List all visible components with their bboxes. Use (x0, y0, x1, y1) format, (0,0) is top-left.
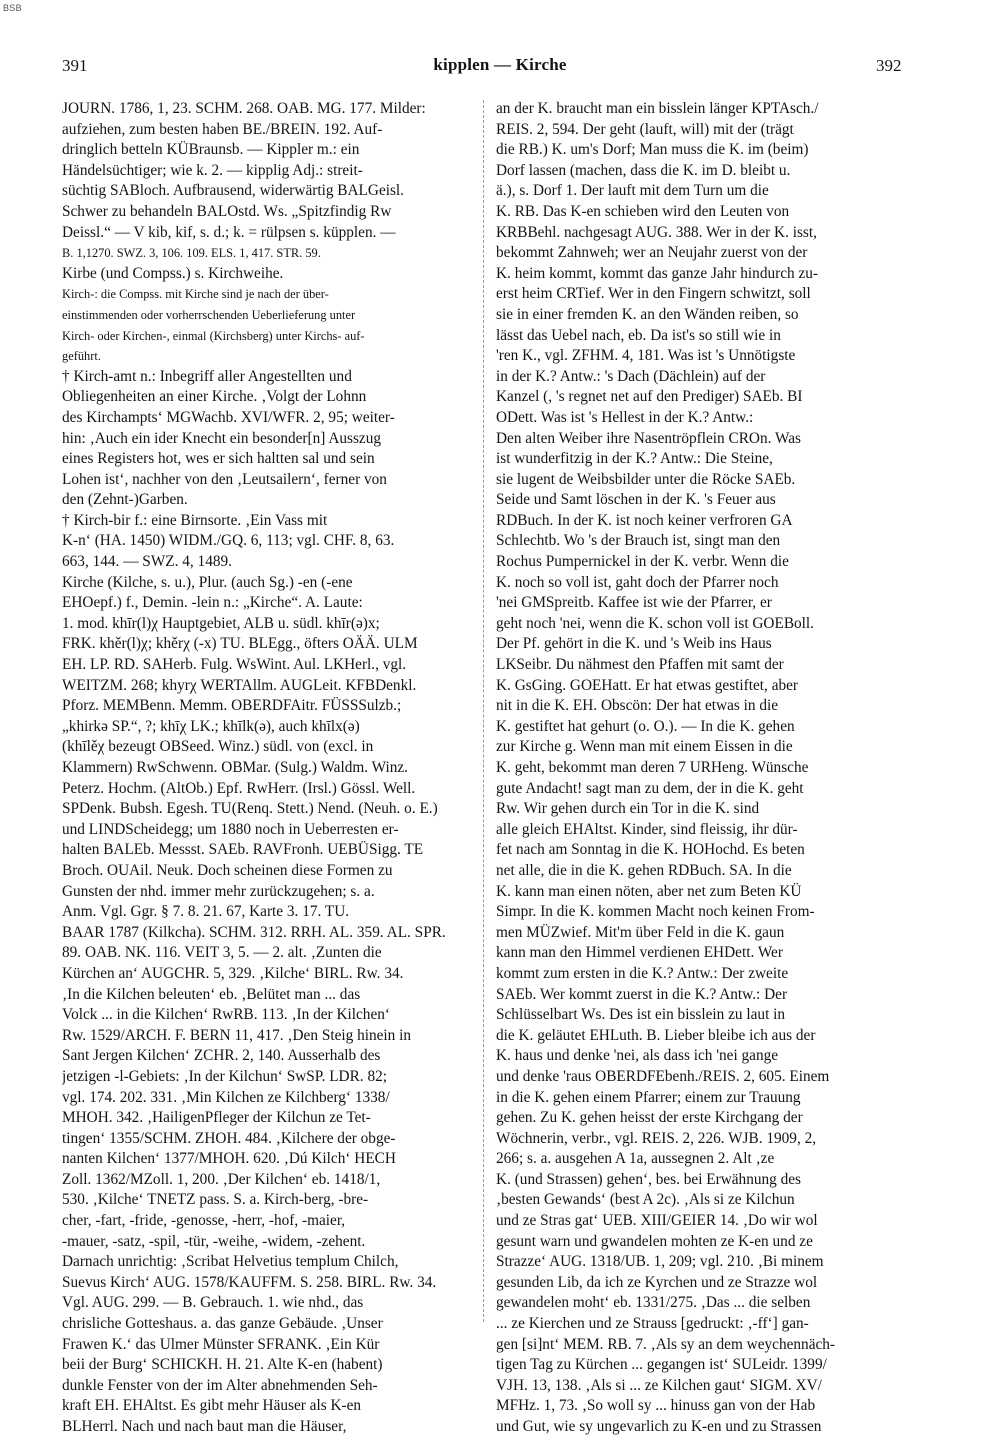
text-line: einstimmenden oder vorherrschenden Ueberlieferung unter (62, 307, 356, 322)
text-line: Sant Jergen Kilchen‘ ZCHR. 2, 140. Ausserhalb des (62, 1047, 381, 1065)
text-line: Suevus Kirch‘ AUG. 1578/KAUFFM. S. 258. BIRL. Rw. 34. (62, 1273, 437, 1291)
text-line: K. geht, bekommt man deren 7 URHeng. Wünsche (496, 759, 809, 776)
text-line: und denke 'raus OBERDFEbenh./REIS. 2, 605. Einem (496, 1067, 830, 1085)
text-line: nanten Kilchen‘ 1377/MHOH. 620. ‚Dú Kilch‘ HECH (62, 1150, 396, 1168)
text-line: Pforz. MEMBenn. Memm. OBERDFAitr. FÜSSSulzb.; (62, 697, 402, 715)
page-number-right: 392 (876, 56, 902, 75)
running-head: kipplen — Kirche (433, 55, 567, 74)
text-line: ist wunderfitzig in der K.? Antw.: Die Steine, (496, 450, 773, 468)
text-line: in der K.? Antw.: 's Dach (Dächlein) auf der (496, 367, 766, 385)
text-line: Schlüsselbart Ws. Des ist ein bisslein zu laut in (496, 1006, 786, 1024)
text-line: (khīlěχ bezeugt OBSeed. Winz.) südl. von (excl. in (62, 738, 374, 756)
text-line: geht noch 'nei, wenn die K. schon voll ist GOEBoll. (496, 614, 815, 632)
text-line: aufziehen, zum besten haben BE./BREIN. 192. Auf- (62, 120, 383, 138)
text-line: Deissl.“ — V kib, kif, s. d.; k. = rülpsen s. küpplen. — (62, 223, 396, 241)
text-line: gewandelen moht‘ eb. 1331/275. ‚Das ... die selben (496, 1294, 811, 1312)
text-line: zur Kirche g. Wenn man mit einem Eissen in die (496, 738, 793, 756)
column-divider (483, 100, 484, 1322)
text-line: alle gleich EHAltst. Kinder, sind fleissig, ihr dür- (496, 820, 798, 838)
text-line: halten BALEb. Messst. SAEb. RAVFronh. UEBÜSigg. TE (62, 841, 424, 859)
text-line: den (Zehnt-)Garben. (62, 491, 188, 509)
text-line: und ze Stras gat‘ UEB. XIII/GEIER 14. ‚Do wir wol (496, 1212, 818, 1230)
text-line: ä.), s. Dorf 1. Der lauft mit dem Turn um die (496, 182, 769, 200)
text-line: beii der Burg‘ SCHICKH. H. 21. Alte K-en (habent) (62, 1356, 383, 1374)
text-line: Kürchen an‘ AUGCHR. 5, 329. ‚Kilche‘ BIRL. Rw. 34. (62, 964, 404, 982)
text-line: gen [si]nt‘ MEM. RB. 7. ‚Als sy an dem weychennäch- (496, 1335, 836, 1353)
text-line: nit in die K. EH. Obscön: Der hat etwas in die (496, 697, 779, 715)
text-line: tingen‘ 1355/SCHM. ZHOH. 484. ‚Kilchere der obge- (62, 1129, 396, 1147)
text-line: EH. LP. RD. SAHerb. Fulg. WsWint. Aul. LKHerl., vgl. (62, 656, 407, 674)
text-line: Gunsten der nhd. immer mehr zurückzugehen; s. a. (62, 882, 375, 900)
text-line: net alle, die in die K. gehen RDBuch. SA. In die (496, 861, 792, 879)
text-line: † Kirch-bir f.: eine Birnsorte. ‚Ein Vass mit (62, 511, 328, 529)
text-line: kommt zum ersten in die K.? Antw.: Der zweite (496, 964, 789, 982)
text-line: † Kirch-amt n.: Inbegriff aller Angestellten und (62, 367, 352, 385)
text-line: sie lugent de Weibsbilder unter die Röcke SAEb. (496, 470, 796, 488)
text-line: sie in einer fremden K. an den Wänden reiben, so (496, 305, 799, 323)
text-line: K. gestiftet hat gehurt (o. O.). — In die K. gehen (496, 717, 795, 735)
text-line: des Kirchampts‘ MGWachb. XVI/WFR. 2, 95; weiter- (62, 408, 395, 426)
text-line: geführt. (62, 349, 101, 364)
text-line: REIS. 2, 594. Der geht (lauft, will) mit der (trägt (496, 120, 794, 138)
text-line: Strazze‘ AUG. 1318/UB. 1, 209; vgl. 210. ‚Bi minem (496, 1253, 824, 1271)
text-line: 'ren K., vgl. ZFHM. 4, 181. Was ist 's Unnötigste (496, 347, 796, 365)
text-line: tigen Tag zu Kürchen ... gegangen ist‘ SULeidr. 1399/ (496, 1356, 827, 1374)
text-line: gesunden Lib, da ich ze Kyrchen und ze Strazze wol (496, 1273, 818, 1291)
text-line: Seide und Samt löschen in der K. 's Feuer aus (496, 491, 776, 509)
text-line: jetzigen -l-Gebiets: ‚In der Kilchun‘ SwSP. LDR. 82; (62, 1067, 388, 1085)
text-line: 663, 144. — SWZ. 4, 1489. (62, 553, 232, 571)
text-line: K. GsGing. GOEHatt. Er hat etwas gestiftet, aber (496, 676, 799, 694)
text-line: chrisliche Gotteshaus. a. das ganze Gebäude. ‚Unser (62, 1315, 383, 1333)
text-line: und Gut, wie sy ungevarlich zu K-en und zu Strassen (496, 1418, 822, 1435)
text-line: Anm. Vgl. Ggr. § 7. 8. 21. 67, Karte 3. 17. TU. (62, 903, 350, 921)
text-line: Zoll. 1362/MZoll. 1, 200. ‚Der Kilchen‘ eb. 1418/1, (62, 1170, 381, 1188)
text-line: hin: ‚Auch ein ider Knecht ein besonder[n] Ausszug (62, 429, 382, 447)
text-line: ODett. Was ist 's Hellest in der K.? Antw.: (496, 408, 754, 426)
text-line: RDBuch. In der K. ist noch keiner verfroren GA (496, 511, 793, 529)
text-line: vgl. 174. 202. 331. ‚Min Kilchen ze Kilchberg‘ 1338/ (62, 1088, 390, 1106)
text-line: JOURN. 1786, 1, 23. SCHM. 268. OAB. MG. 177. Milder: (62, 100, 426, 117)
text-line: FRK. khěr(l)χ; khěrχ (-x) TU. BLEgg., öfters OÄÄ. ULM (62, 635, 418, 653)
text-line: Frawen K.‘ das Ulmer Münster SFRANK. ‚Ein Kür (62, 1335, 380, 1353)
text-line: Broch. OUAil. Neuk. Doch scheinen diese Formen zu (62, 861, 393, 879)
text-line: K. noch so voll ist, gaht doch der Pfarrer noch (496, 573, 779, 591)
text-line: Den alten Weiber ihre Nasentröpflein CROn. Was (496, 429, 801, 447)
text-line: Rw. 1529/ARCH. F. BERN 11, 417. ‚Den Steig hinein in (62, 1026, 412, 1044)
text-line: ... ze Kierchen und ze Strauss [gedruckt: ‚-ff‘] gan- (496, 1315, 809, 1333)
text-line: K-n‘ (HA. 1450) WIDM./GQ. 6, 113; vgl. CHF. 8, 63. (62, 532, 395, 550)
text-line: BAAR 1787 (Kilkcha). SCHM. 312. RRH. AL. 359. AL. SPR. (62, 923, 446, 941)
text-line: Kirche (Kilche, s. u.), Plur. (auch Sg.) -en (-ene (62, 573, 353, 591)
page-number-left: 391 (62, 56, 88, 75)
text-line: ‚besten Gewands‘ (best A 2c). ‚Als si ze Kilchun (496, 1191, 795, 1209)
text-line: bekommt Zahnweh; wer an Neujahr zuerst von der (496, 244, 808, 262)
text-line: MHOH. 342. ‚HailigenPfleger der Kilchun ze Tet- (62, 1109, 371, 1127)
text-line: Peterz. Hochm. (AltOb.) Epf. RwHerr. (Irsl.) Gössl. Well. (62, 779, 416, 797)
text-line: Rochus Pumpernickel in der K. verbr. Wenn die (496, 553, 789, 571)
text-line: -mauer, -satz, -spil, -tür, -weihe, -widem, -zehent. (62, 1232, 366, 1250)
text-line: K. heim kommt, kommt das ganze Jahr hindurch zu- (496, 264, 819, 282)
text-line: BLHerrl. Nach und nach baut man die Häuser, (62, 1418, 347, 1435)
text-line: Simpr. In die K. kommen Macht noch keinen From- (496, 903, 815, 921)
text-line: Volck ... in die Kilchen‘ RwRB. 113. ‚In der Kilchen‘ (62, 1006, 390, 1024)
text-line: 530. ‚Kilche‘ TNETZ pass. S. a. Kirch-berg, -bre- (62, 1191, 369, 1209)
text-line: erst heim CRTief. Wer in den Fingern schwitzt, soll (496, 285, 811, 303)
text-line: dringlich betteln KÜBraunsb. — Kippler m.: ein (62, 141, 360, 159)
text-line: dunkle Fenster von der im Alter abnehmenden Seh- (62, 1376, 378, 1394)
text-line: K. haus und denke 'nei, als dass ich 'nei gange (496, 1047, 779, 1065)
text-line: EHOepf.) f., Demin. -lein n.: „Kirche“. A. Laute: (62, 594, 363, 612)
text-line: Obliegenheiten an einer Kirche. ‚Volgt der Lohnn (62, 388, 367, 406)
text-line: B. 1,1270. SWZ. 3, 106. 109. ELS. 1, 417. STR. 59. (62, 246, 321, 261)
text-line: WEITZM. 268; khyrχ WERTAllm. AUGLeit. KFBDenkl. (62, 676, 417, 694)
text-line: Kirch- oder Kirchen-, einmal (Kirchsberg) unter Kirchs- auf- (62, 328, 365, 343)
text-line: Kirbe (und Compss.) s. Kirchweihe. (62, 264, 284, 282)
text-line: ‚In die Kilchen beleuten‘ eb. ‚Belütet man ... das (62, 985, 361, 1003)
text-line: und LINDScheidegg; um 1880 noch in Ueberresten er- (62, 820, 399, 838)
text-line: SPDenk. Bubsh. Egesh. TU(Renq. Stett.) Nend. (Neuh. o. E.) (62, 800, 438, 818)
text-line: die K. geläutet EHLuth. B. Lieber bleibe ich aus der (496, 1026, 816, 1044)
text-line: cher, -fart, -fride, -genosse, -herr, -hof, -maier, (62, 1212, 346, 1230)
text-line: Schlechtb. Wo 's der Brauch ist, singt man den (496, 532, 781, 550)
text-line: Kirch-: die Compss. mit Kirche sind je nach der über- (62, 287, 329, 302)
right-column (496, 99, 914, 1438)
text-line: Lohen ist‘, nachher von den ‚Leutsailern‘, ferner von (62, 470, 387, 488)
text-line: lässt das Uebel nach, eb. Da ist's so still wie in (496, 326, 781, 344)
text-line: Kanzel (, 's regnet net auf den Prediger) SAEb. BI (496, 388, 803, 406)
text-line: K. kann man einen nöten, aber net zum Beten KÜ (496, 882, 802, 900)
text-line: an der K. braucht man ein bisslein länger KPTAsch./ (496, 100, 819, 117)
text-line: KRBBehl. nachgesagt AUG. 388. Wer in der K. isst, (496, 223, 817, 241)
text-line: Klammern) RwSchwenn. OBMar. (Sulg.) Waldm. Winz. (62, 759, 408, 776)
text-line: Der Pf. gehört in die K. und 's Weib ins Haus (496, 635, 772, 653)
text-line: fet nach am Sonntag in die K. HOHochd. Es beten (496, 841, 805, 859)
text-line: süchtig SABloch. Aufbrausend, widerwärtig BALGeisl. (62, 182, 405, 200)
text-line: 1. mod. khīr(l)χ Hauptgebiet, ALB u. südl. khīr(ə)x; (62, 614, 380, 632)
text-line: eines Registers hot, wes er sich haltten sal und sein (62, 450, 375, 468)
left-column (62, 99, 480, 1438)
text-line: VJH. 13, 138. ‚Als si ... ze Kilchen gaut‘ SIGM. XV/ (496, 1376, 822, 1394)
text-line: 266; s. a. ausgehen A 1a, aussegnen 2. Alt ‚ze (496, 1150, 775, 1168)
text-line: die RB.) K. um's Dorf; Man muss die K. im (beim) (496, 141, 809, 159)
text-line: K. RB. Das K-en schieben wird den Leuten von (496, 202, 790, 220)
text-line: 89. OAB. NK. 116. VEIT 3, 5. — 2. alt. ‚Zunten die (62, 944, 382, 962)
text-line: LKSeibr. Du nähmest den Pfaffen mit samt der (496, 656, 784, 674)
text-line: Wöchnerin, verbr., vgl. REIS. 2, 226. WJB. 1909, 2, (496, 1129, 817, 1147)
text-line: gesunt warn und gwandelen mohten ze K-en und ze (496, 1232, 813, 1250)
library-stamp: BSB (3, 3, 22, 13)
text-line: gute Andacht! sagt man zu dem, der in die K. geht (496, 779, 804, 797)
text-line: Schwer zu behandeln BALOstd. Ws. „Spitzfindig Rw (62, 202, 392, 220)
text-line: Händelsüchtiger; wie k. 2. — kipplig Adj.: streit- (62, 161, 363, 179)
text-line: kann man den Himmel verdienen EHDett. Wer (496, 944, 783, 962)
text-line: SAEb. Wer kommt zuerst in die K.? Antw.: Der (496, 985, 788, 1003)
text-line: Rw. Wir gehen durch ein Tor in die K. sind (496, 800, 760, 818)
text-line: MFHz. 1, 73. ‚So woll sy ... hinuss gan von der Hab (496, 1397, 816, 1415)
text-line: 'nei GMSpreitb. Kaffee ist wie der Pfarrer, er (496, 594, 772, 612)
text-line: gehen. Zu K. gehen heisst der erste Kirchgang der (496, 1109, 803, 1127)
text-line: „khirkə SP.“, ?; khīχ LK.; khīlk(ə), auch khīlx(ə) (62, 717, 360, 735)
text-line: Dorf lassen (machen, dass die K. im D. bleibt u. (496, 161, 791, 179)
text-line: kraft EH. EHAltst. Es gibt mehr Häuser als K-en (62, 1397, 362, 1415)
text-line: men MÜZwief. Mit'm über Feld in die K. gaun (496, 923, 785, 941)
text-line: Darnach unrichtig: ‚Scribat Helvetius templum Chilch, (62, 1253, 399, 1271)
text-line: K. (und Strassen) gehen‘, bes. bei Erwähnung des (496, 1170, 802, 1188)
text-line: in die K. gehen einem Pfarrer; einem zur Trauung (496, 1088, 801, 1106)
text-line: Vgl. AUG. 299. — B. Gebrauch. 1. wie nhd., das (62, 1294, 364, 1312)
